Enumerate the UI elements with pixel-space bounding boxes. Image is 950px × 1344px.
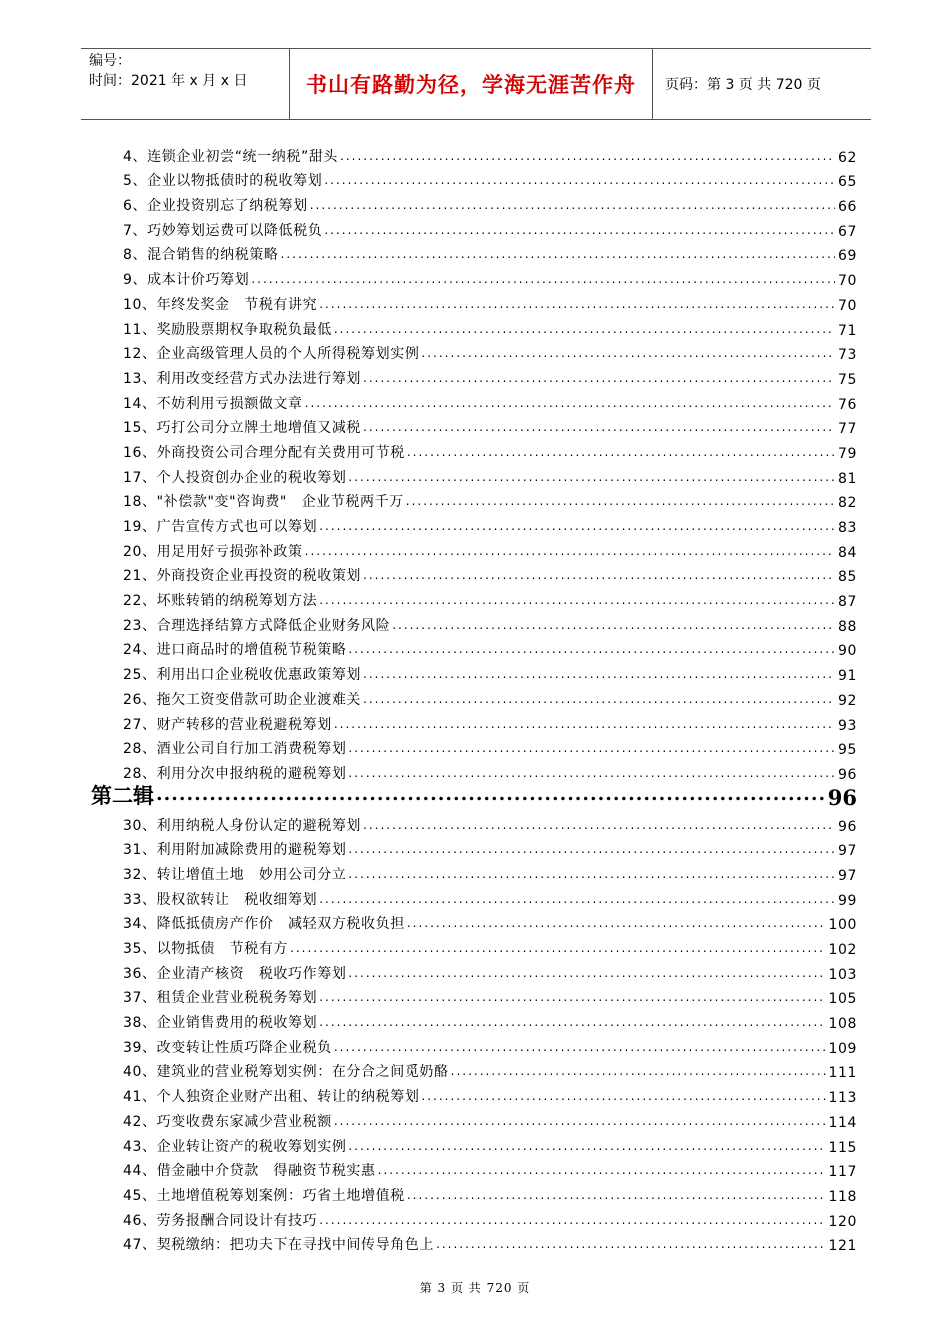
toc-entry[interactable] bbox=[81, 859, 857, 884]
toc-leader-dots bbox=[363, 692, 835, 706]
toc-leader-dots bbox=[334, 322, 835, 336]
header-page-info: 页码：第 3 页 共 720 页 bbox=[665, 77, 821, 93]
toc-page-number: 70 bbox=[837, 273, 857, 290]
toc-page-number: 73 bbox=[837, 347, 857, 364]
toc-leader-dots bbox=[348, 741, 835, 755]
toc-page-number: 66 bbox=[837, 199, 857, 216]
toc-entry[interactable] bbox=[81, 1057, 857, 1082]
toc-entry[interactable] bbox=[81, 289, 857, 314]
toc-leader-dots bbox=[319, 1015, 826, 1029]
toc-leader-dots bbox=[156, 783, 826, 805]
toc-entry[interactable] bbox=[81, 215, 857, 240]
toc-entry-title: 31、利用附加减除费用的避税筹划 bbox=[123, 842, 347, 859]
toc-entry[interactable] bbox=[81, 983, 857, 1008]
toc-page-number: 92 bbox=[837, 692, 857, 709]
toc-entry[interactable] bbox=[81, 314, 857, 339]
toc-entry-title: 32、转让增值土地 妙用公司分立 bbox=[123, 866, 347, 883]
toc-entry[interactable] bbox=[81, 635, 857, 660]
toc-leader-dots bbox=[319, 519, 835, 533]
toc-page-number: 79 bbox=[837, 445, 857, 462]
toc-entry[interactable] bbox=[81, 1131, 857, 1156]
toc-entry-title: 第二辑 bbox=[91, 782, 154, 808]
toc-page-number: 81 bbox=[837, 470, 857, 487]
toc-entry-title: 38、企业销售费用的税收筹划 bbox=[123, 1015, 318, 1032]
toc-leader-dots bbox=[348, 470, 835, 484]
table-of-contents bbox=[81, 141, 857, 1254]
toc-entry[interactable] bbox=[81, 561, 857, 586]
toc-page-number: 75 bbox=[837, 371, 857, 388]
toc-entry-title: 16、外商投资公司合理分配有关费用可节税 bbox=[123, 444, 405, 461]
toc-entry-title: 25、利用出口企业税收优惠政策筹划 bbox=[123, 667, 362, 684]
toc-entry-title: 36、企业清产核资 税收巧作筹划 bbox=[123, 965, 347, 982]
toc-entry[interactable] bbox=[81, 141, 857, 166]
toc-leader-dots bbox=[407, 1188, 827, 1202]
toc-page-number: 77 bbox=[837, 421, 857, 438]
toc-entry[interactable] bbox=[81, 958, 857, 983]
toc-leader-dots bbox=[348, 966, 826, 980]
toc-entry[interactable] bbox=[81, 909, 857, 934]
toc-entry-title: 18、"补偿款"变"咨询费" 企业节税两千万 bbox=[123, 494, 404, 511]
toc-entry[interactable] bbox=[81, 190, 857, 215]
toc-page-number: 67 bbox=[837, 223, 857, 240]
toc-page-number: 87 bbox=[837, 594, 857, 611]
toc-entry[interactable] bbox=[81, 659, 857, 684]
toc-entry-title: 46、劳务报酬合同设计有技巧 bbox=[123, 1212, 318, 1229]
toc-page-number: 83 bbox=[837, 520, 857, 536]
toc-entry[interactable] bbox=[81, 610, 857, 635]
toc-leader-dots bbox=[451, 1064, 827, 1078]
toc-entry-title: 28、酒业公司自行加工消费税筹划 bbox=[123, 741, 347, 758]
toc-leader-dots bbox=[407, 916, 827, 930]
toc-entry[interactable] bbox=[81, 835, 857, 860]
toc-page-number: 109 bbox=[828, 1040, 857, 1057]
toc-entry-title: 23、合理选择结算方式降低企业财务风险 bbox=[123, 617, 391, 634]
page-footer: 第 3 页 共 720 页 bbox=[419, 1281, 531, 1295]
toc-leader-dots bbox=[363, 818, 835, 832]
toc-leader-dots bbox=[348, 766, 835, 780]
toc-entry-title: 34、降低抵债房产作价 减轻双方税收负担 bbox=[123, 916, 405, 933]
toc-entry-title: 19、广告宣传方式也可以筹划 bbox=[123, 519, 318, 535]
toc-entry-title: 6、企业投资别忘了纳税筹划 bbox=[123, 198, 308, 215]
toc-page-number: 97 bbox=[837, 843, 857, 860]
toc-entry[interactable] bbox=[81, 166, 857, 191]
toc-entry-title: 20、用足用好亏损弥补政策 bbox=[123, 543, 303, 560]
toc-page-number: 95 bbox=[837, 742, 857, 759]
toc-entry[interactable] bbox=[81, 585, 857, 610]
toc-page-number: 121 bbox=[828, 1238, 857, 1255]
toc-page-number: 97 bbox=[837, 867, 857, 884]
toc-section-heading[interactable] bbox=[81, 783, 857, 810]
toc-page-number: 84 bbox=[837, 544, 857, 561]
toc-entry[interactable] bbox=[81, 536, 857, 561]
number-label: 编号： bbox=[89, 53, 131, 69]
toc-page-number: 96 bbox=[837, 818, 857, 835]
toc-entry-title: 11、奖励股票期权争取税负最低 bbox=[123, 321, 332, 338]
toc-page-number: 100 bbox=[828, 917, 857, 934]
toc-leader-dots bbox=[421, 1089, 826, 1103]
toc-leader-dots bbox=[324, 223, 835, 237]
toc-page-number: 71 bbox=[837, 322, 857, 339]
toc-page-number: 88 bbox=[837, 618, 857, 635]
toc-entry[interactable] bbox=[81, 1007, 857, 1032]
toc-leader-dots bbox=[281, 247, 835, 261]
toc-leader-dots bbox=[407, 445, 835, 459]
date-label: 时间：2021 年 x 月 x 日 bbox=[89, 73, 248, 89]
page-header bbox=[81, 48, 871, 120]
toc-page-number: 103 bbox=[828, 966, 857, 983]
toc-leader-dots bbox=[319, 990, 826, 1004]
toc-page-number: 99 bbox=[837, 892, 857, 909]
toc-entry-title: 28、利用分次申报纳税的避税筹划 bbox=[123, 765, 347, 782]
toc-entry[interactable] bbox=[81, 388, 857, 413]
toc-entry[interactable] bbox=[81, 1180, 857, 1205]
toc-entry-title: 14、不妨利用亏损额做文章 bbox=[123, 395, 303, 412]
toc-page-number: 62 bbox=[837, 149, 857, 166]
toc-entry-title: 4、连锁企业初尝“统一纳税”甜头 bbox=[123, 148, 339, 165]
toc-page-number: 69 bbox=[837, 248, 857, 265]
toc-leader-dots bbox=[319, 892, 835, 906]
header-motto: 书山有路勤为径，学海无涯苦作舟 bbox=[289, 49, 653, 119]
toc-page-number: 91 bbox=[837, 668, 857, 685]
toc-entry-title: 45、土地增值税筹划案例：巧省土地增值税 bbox=[123, 1187, 405, 1204]
toc-entry-title: 22、坏账转销的纳税筹划方法 bbox=[123, 593, 318, 610]
toc-entry[interactable] bbox=[81, 933, 857, 958]
toc-page-number: 105 bbox=[828, 991, 857, 1008]
toc-entry-title: 30、利用纳税人身份认定的避税筹划 bbox=[123, 817, 362, 834]
toc-leader-dots bbox=[305, 396, 835, 410]
toc-page-number: 120 bbox=[828, 1213, 857, 1230]
toc-entry[interactable] bbox=[81, 1205, 857, 1230]
toc-entry-title: 17、个人投资创办企业的税收筹划 bbox=[123, 469, 347, 486]
toc-leader-dots bbox=[334, 1114, 827, 1128]
toc-leader-dots bbox=[348, 867, 835, 881]
toc-entry-title: 43、企业转让资产的税收筹划实例 bbox=[123, 1138, 347, 1155]
toc-page-number: 96 bbox=[827, 784, 857, 810]
toc-entry[interactable] bbox=[81, 884, 857, 909]
toc-entry-title: 47、契税缴纳：把功夫下在寻找中间传导角色上 bbox=[123, 1237, 435, 1254]
toc-leader-dots bbox=[340, 149, 835, 163]
toc-page-number: 76 bbox=[837, 396, 857, 413]
toc-entry[interactable] bbox=[81, 413, 857, 438]
toc-entry[interactable] bbox=[81, 758, 857, 783]
toc-page-number: 70 bbox=[837, 297, 857, 314]
toc-entry[interactable] bbox=[81, 462, 857, 487]
toc-leader-dots bbox=[251, 272, 835, 286]
toc-entry-title: 7、巧妙筹划运费可以降低税负 bbox=[123, 222, 323, 239]
toc-leader-dots bbox=[319, 593, 835, 607]
toc-leader-dots bbox=[392, 618, 835, 632]
toc-entry[interactable] bbox=[81, 709, 857, 734]
toc-entry-title: 35、以物抵债 节税有方 bbox=[123, 941, 289, 957]
toc-entry-title: 44、借金融中介贷款 得融资节税实惠 bbox=[123, 1163, 376, 1180]
toc-entry[interactable] bbox=[81, 1106, 857, 1131]
toc-leader-dots bbox=[324, 173, 835, 187]
toc-entry[interactable] bbox=[81, 240, 857, 265]
toc-page-number: 113 bbox=[828, 1090, 857, 1107]
toc-page-number: 111 bbox=[828, 1065, 857, 1082]
toc-entry[interactable] bbox=[81, 1156, 857, 1181]
toc-entry[interactable] bbox=[81, 1081, 857, 1106]
toc-leader-dots bbox=[319, 1213, 826, 1227]
toc-page-number: 115 bbox=[828, 1139, 857, 1156]
header-meta bbox=[89, 51, 247, 91]
toc-page-number: 93 bbox=[837, 717, 857, 734]
toc-entry[interactable] bbox=[81, 734, 857, 759]
toc-leader-dots bbox=[363, 568, 835, 582]
toc-entry[interactable] bbox=[81, 437, 857, 462]
toc-entry-title: 27、财产转移的营业税避税筹划 bbox=[123, 716, 332, 733]
toc-entry[interactable] bbox=[81, 810, 857, 835]
toc-leader-dots bbox=[334, 1040, 827, 1054]
toc-leader-dots bbox=[305, 544, 835, 558]
toc-entry-title: 5、企业以物抵债时的税收筹划 bbox=[123, 173, 323, 190]
toc-entry-title: 39、改变转让性质巧降企业税负 bbox=[123, 1039, 332, 1056]
toc-entry-title: 37、租赁企业营业税税务筹划 bbox=[123, 990, 318, 1007]
toc-leader-dots bbox=[436, 1237, 826, 1251]
toc-page-number: 82 bbox=[837, 495, 857, 512]
toc-leader-dots bbox=[363, 667, 835, 681]
toc-leader-dots bbox=[290, 941, 826, 955]
toc-entry-title: 33、股权欲转让 税收细筹划 bbox=[123, 891, 318, 908]
toc-entry-title: 9、成本计价巧筹划 bbox=[123, 272, 250, 289]
toc-entry[interactable] bbox=[81, 487, 857, 512]
toc-page-number: 102 bbox=[828, 942, 857, 958]
toc-entry[interactable] bbox=[81, 264, 857, 289]
toc-leader-dots bbox=[319, 297, 835, 311]
toc-leader-dots bbox=[406, 494, 835, 508]
toc-entry-title: 12、企业高级管理人员的个人所得税筹划实例 bbox=[123, 346, 420, 363]
toc-entry-title: 24、进口商品时的增值税节税策略 bbox=[123, 642, 347, 659]
toc-leader-dots bbox=[363, 420, 835, 434]
toc-leader-dots bbox=[348, 642, 835, 656]
toc-entry[interactable] bbox=[81, 511, 857, 536]
toc-entry[interactable] bbox=[81, 363, 857, 388]
toc-entry-title: 42、巧变收费东家减少营业税额 bbox=[123, 1113, 332, 1130]
toc-entry-title: 13、利用改变经营方式办法进行筹划 bbox=[123, 370, 362, 387]
toc-entry-title: 41、个人独资企业财产出租、转让的纳税筹划 bbox=[123, 1089, 420, 1106]
toc-page-number: 117 bbox=[828, 1164, 857, 1181]
toc-page-number: 90 bbox=[837, 643, 857, 660]
toc-page-number: 85 bbox=[837, 569, 857, 586]
toc-leader-dots bbox=[310, 198, 835, 212]
toc-leader-dots bbox=[363, 371, 835, 385]
toc-entry-title: 10、年终发奖金 节税有讲究 bbox=[123, 296, 318, 313]
toc-entry-title: 26、拖欠工资变借款可助企业渡难关 bbox=[123, 691, 362, 708]
toc-page-number: 118 bbox=[828, 1188, 857, 1205]
toc-entry-title: 40、建筑业的营业税筹划实例：在分合之间觅奶酪 bbox=[123, 1064, 449, 1081]
toc-entry-title: 15、巧打公司分立牌土地增值又减税 bbox=[123, 420, 362, 437]
toc-leader-dots bbox=[348, 842, 835, 856]
toc-entry[interactable] bbox=[81, 1032, 857, 1057]
toc-leader-dots bbox=[378, 1163, 827, 1177]
toc-leader-dots bbox=[334, 717, 835, 731]
toc-page-number: 96 bbox=[837, 766, 857, 783]
toc-leader-dots bbox=[348, 1139, 826, 1153]
toc-entry-title: 21、外商投资企业再投资的税收策划 bbox=[123, 568, 362, 585]
toc-entry[interactable] bbox=[81, 1230, 857, 1255]
toc-entry-title: 8、混合销售的纳税策略 bbox=[123, 247, 279, 264]
toc-entry[interactable] bbox=[81, 339, 857, 364]
toc-leader-dots bbox=[421, 346, 835, 360]
toc-page-number: 65 bbox=[837, 174, 857, 191]
toc-page-number: 114 bbox=[828, 1114, 857, 1131]
toc-page-number: 108 bbox=[828, 1016, 857, 1033]
toc-entry[interactable] bbox=[81, 684, 857, 709]
